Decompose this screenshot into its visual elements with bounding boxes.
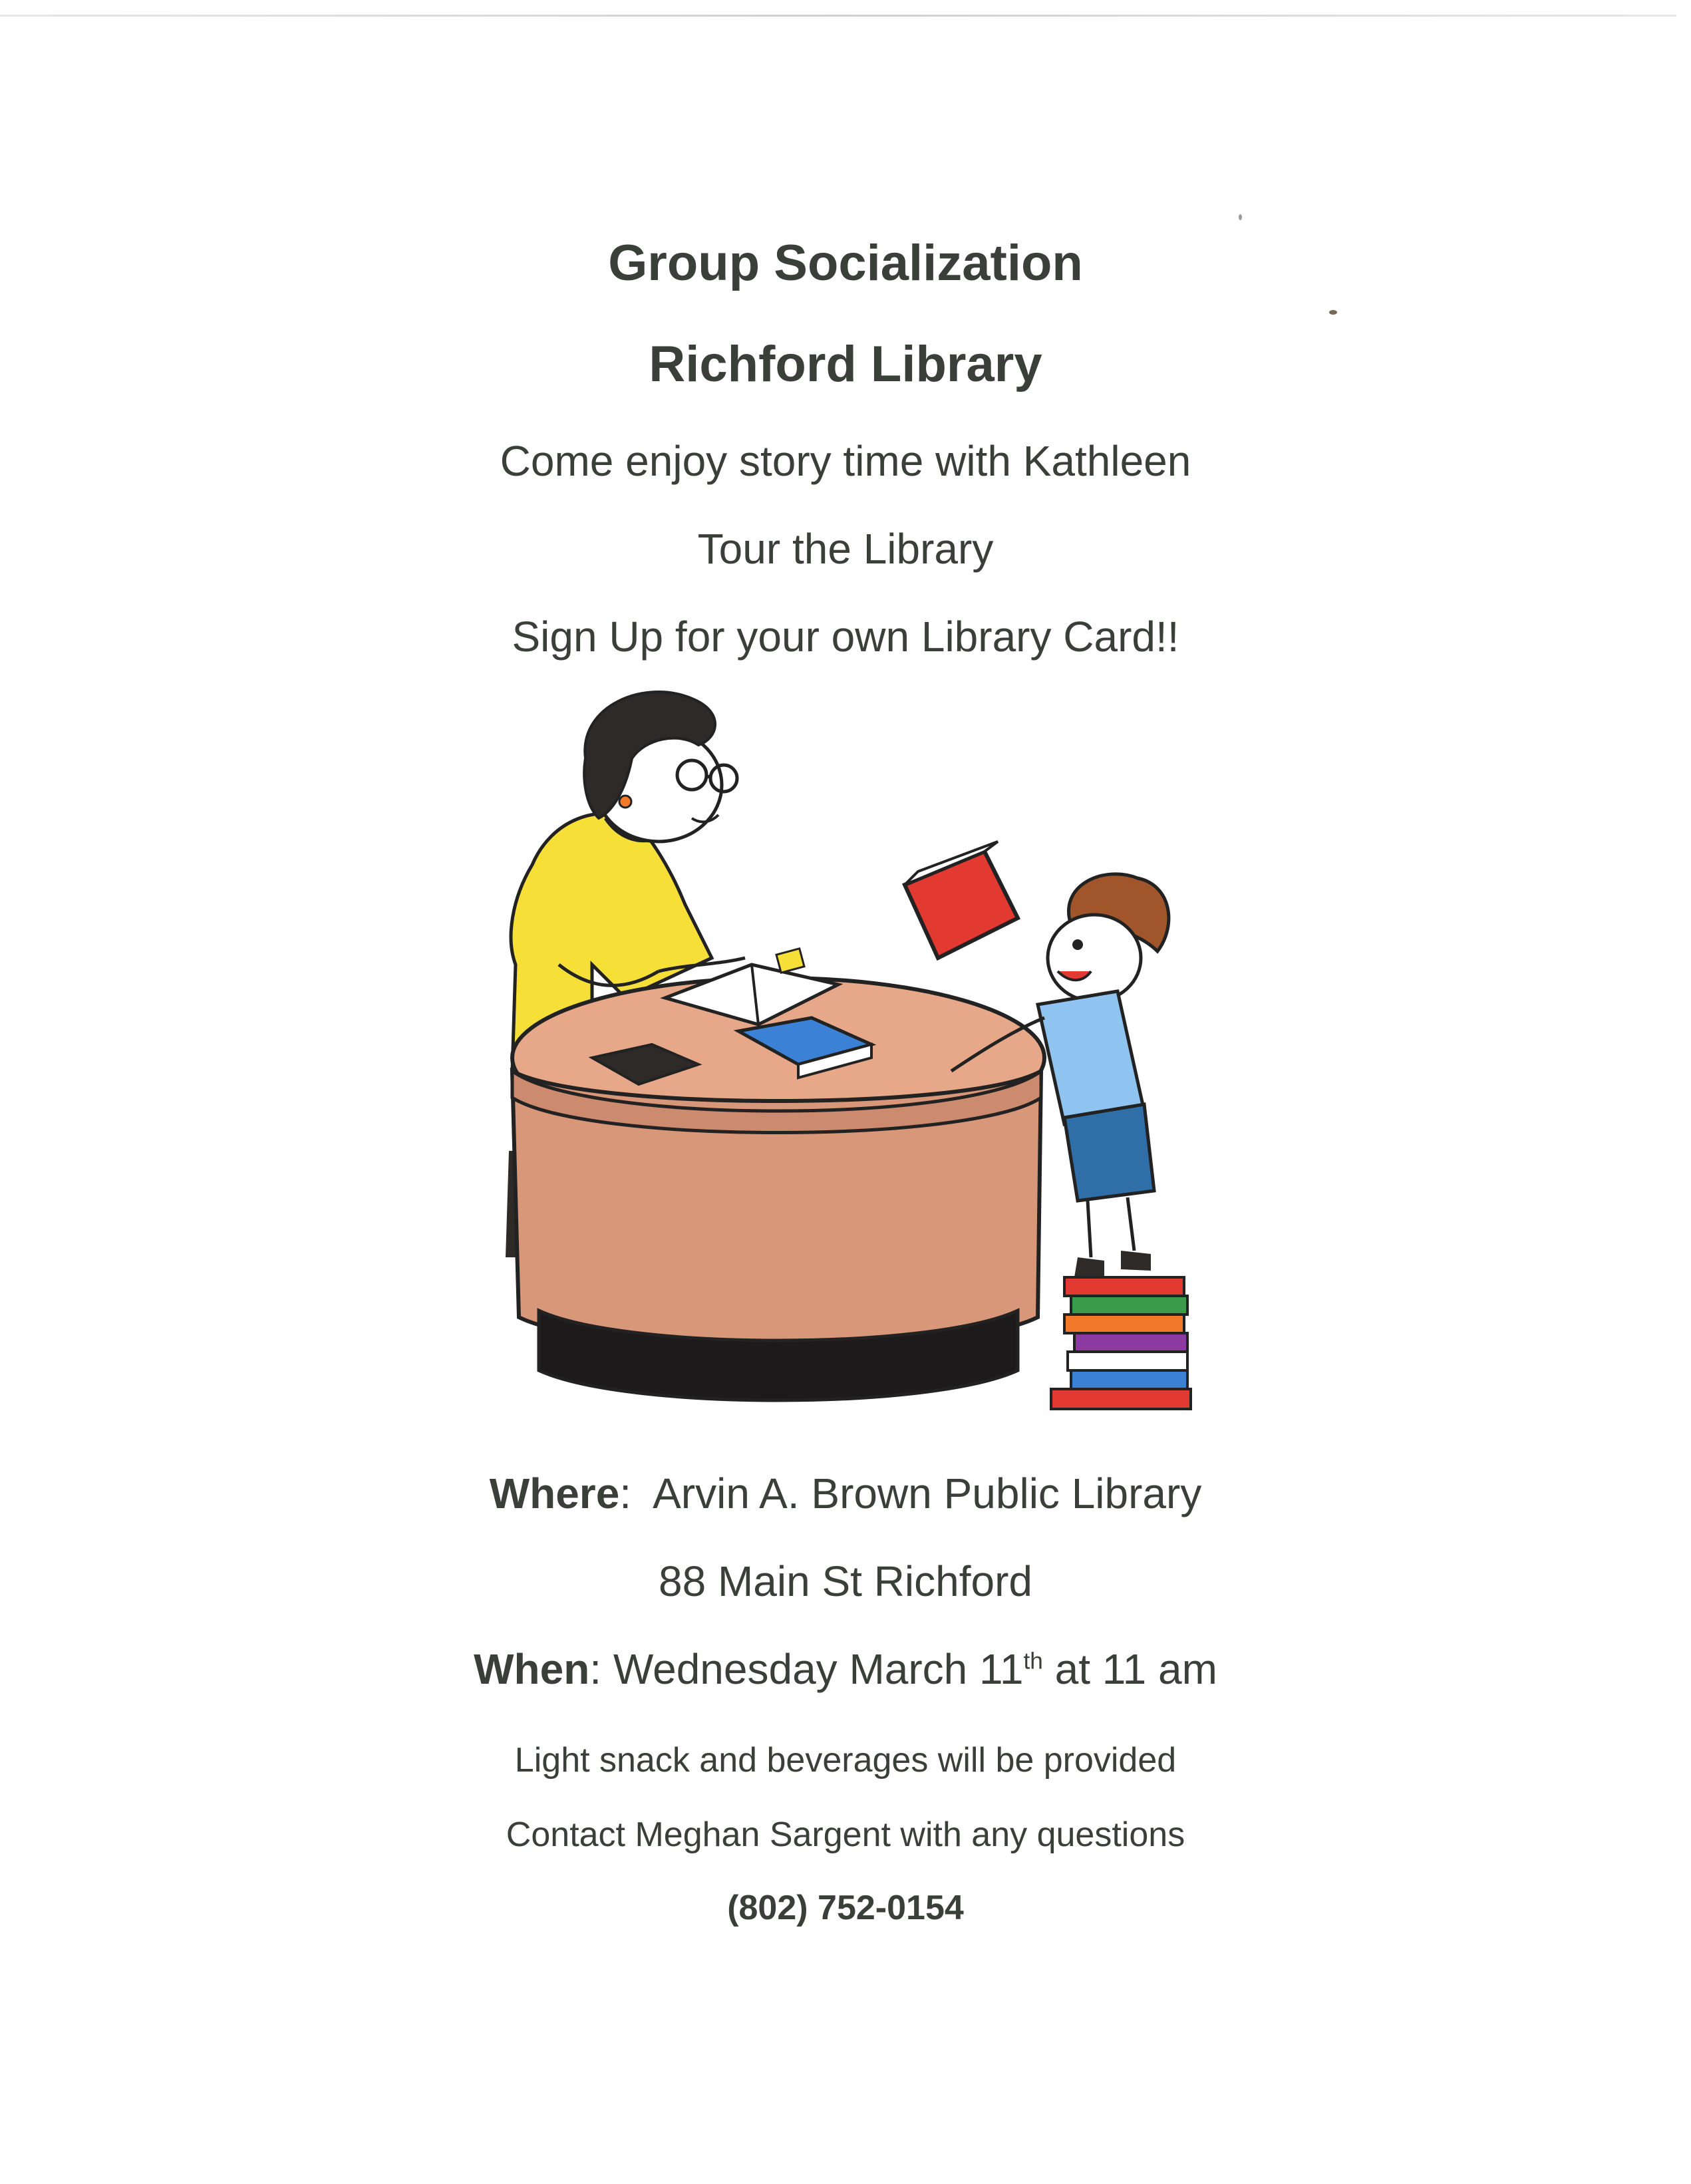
flyer-title: Group Socialization	[608, 235, 1083, 291]
where-label: Where	[489, 1470, 620, 1517]
when-label: When	[474, 1645, 590, 1693]
contact-phone: (802) 752-0154	[727, 1889, 964, 1927]
address-line: 88 Main St Richford	[658, 1557, 1033, 1605]
flyer-subtitle: Richford Library	[649, 336, 1042, 392]
scan-speck	[1239, 214, 1242, 220]
activity-library-card: Sign Up for your own Library Card!!	[512, 613, 1179, 661]
book-stack	[1051, 1277, 1191, 1409]
when-value-date: Wednesday March 11	[613, 1645, 1024, 1693]
activity-story-time: Come enjoy story time with Kathleen	[500, 437, 1191, 485]
where-colon: :	[619, 1470, 653, 1517]
where-line	[0, 1469, 1691, 1518]
child-shorts	[1064, 1104, 1154, 1201]
when-value-time: at 11 am	[1042, 1645, 1217, 1693]
where-value: Arvin A. Brown Public Library	[653, 1470, 1202, 1517]
scan-edge-line	[0, 15, 1676, 17]
note-snack: Light snack and beverages will be provided	[514, 1741, 1177, 1780]
activity-tour: Tour the Library	[697, 525, 994, 573]
scan-speck	[1329, 310, 1337, 315]
note-contact: Contact Meghan Sargent with any questions	[506, 1815, 1185, 1854]
child-face	[1048, 915, 1141, 1001]
librarian-illustration	[492, 685, 1231, 1450]
when-line	[0, 1644, 1691, 1694]
child-shirt	[1038, 991, 1144, 1124]
red-book	[905, 852, 1018, 958]
when-value-ordinal: th	[1023, 1648, 1043, 1674]
when-colon: :	[589, 1645, 613, 1693]
